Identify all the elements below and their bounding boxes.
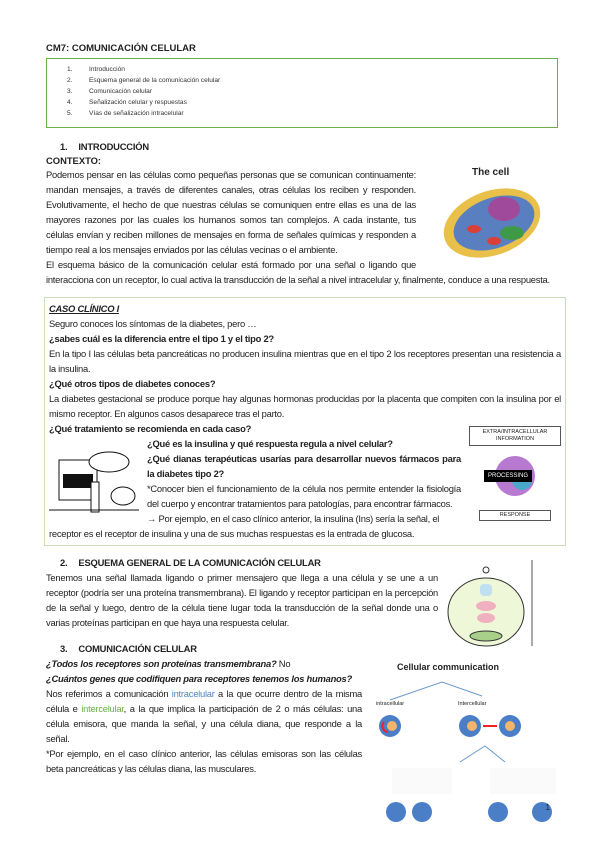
cell-figure <box>422 167 558 263</box>
figure-label-intercellular: Intercellular <box>458 701 487 707</box>
intercellular-term: intercelular <box>81 703 124 714</box>
section-3-question-1: ¿Todos los receptores son proteínas transmembrana? No <box>46 658 291 669</box>
intro-paragraph-2b: interacciona con un receptor, lo cual activa la transducción de la señal a nivel intracelular y, finalmente, conduce a una respuesta. <box>46 274 550 285</box>
table-of-contents <box>46 58 558 128</box>
cartoon-illustration <box>49 450 141 522</box>
section-heading-3: 3. COMUNICACIÓN CELULAR <box>60 643 197 654</box>
clinical-case-box <box>44 297 566 546</box>
section-heading-2: 2. ESQUEMA GENERAL DE LA COMUNICACIÓN CELULAR <box>60 557 321 568</box>
section-2-paragraph: Tenemos una señal llamada ligando o primer mensajero que llega a una célula y se une a un receptor (podría ser una proteína transmembrana). El ligando y receptor participan en la percepción de la señal y luego, dentro de la célula tiene lugar toda la transducción de la señal donde una o varias proteínas participan en que haya una respuesta celular. <box>46 572 438 628</box>
document-title: CM7: COMUNICACIÓN CELULAR <box>46 43 196 54</box>
diagram-response-label: RESPONSE <box>479 510 551 521</box>
communication-diagram <box>370 674 558 822</box>
toc-item: 3. Comunicación celular <box>67 88 153 95</box>
case-question: ¿Qué tratamiento se recomienda en cada caso? <box>49 423 252 434</box>
case-answer: La diabetes gestacional se produce porque hay algunas hormonas producidas por la placenta que compiten con la insulina por el mismo receptor. En algunos casos desaparece tras el parto. <box>49 393 561 419</box>
case-answer: En la tipo I las células beta pancreáticas no producen insulina mientras que en el tipo 2 los receptores presentan una resistencia a la insulina. <box>49 348 561 374</box>
case-example: → Por ejemplo, en el caso clínico anterior, la insulina (Ins) sería la señal, el receptor es el receptor de insulina y una de sus muchas respuestas es la entrada de glucosa. <box>49 513 440 539</box>
toc-item: 1. Introducción <box>67 66 125 73</box>
cell-illustration <box>422 181 558 261</box>
case-question: ¿Qué es la insulina y qué respuesta regula a nivel celular? <box>147 438 393 449</box>
page-number: 1 <box>545 803 550 812</box>
section-3-question-2: ¿Cuántos genes que codifiquen para receptores tenemos los humanos? <box>46 673 352 684</box>
cell-figure-title: The cell <box>472 167 510 178</box>
case-intro: Seguro conoces los síntomas de la diabetes, pero … <box>49 318 257 329</box>
case-title: CASO CLÍNICO I <box>49 303 119 314</box>
context-label: CONTEXTO: <box>46 155 102 166</box>
intracellular-term: intracelular <box>171 688 215 699</box>
case-question: ¿Qué otros tipos de diabetes conoces? <box>49 378 216 389</box>
section-3-paragraph: Nos referimos a comunicación intracelular a la que ocurre dentro de la misma célula e intercelular, a la que implica la participación de 2 o más células: una célula emisora, que manda la señal, y una célula diana, que responde a la señal. <box>46 688 362 744</box>
diagram-processing-label: PROCESSING <box>484 470 532 482</box>
case-question: ¿sabes cuál es la diferencia entre el tipo 1 y el tipo 2? <box>49 333 274 344</box>
processing-diagram <box>469 426 561 526</box>
toc-item: 2. Esquema general de la comunicación celular <box>67 77 221 84</box>
case-question: ¿Qué dianas terapéuticas usarías para desarrollar nuevos fármacos para la diabetes tipo 2? <box>147 453 461 479</box>
diagram-input-label: EXTRA/INTRACELLULAR INFORMATION <box>469 426 561 446</box>
section-heading-1: 1. INTRODUCCIÓN <box>60 141 149 152</box>
toc-item: 4. Señalización celular y respuestas <box>67 99 187 106</box>
signal-scheme-illustration <box>444 554 558 652</box>
document-page <box>46 42 561 822</box>
intro-paragraph: Podemos pensar en las células como pequeñas personas que se comunican continuamente: mandan mensajes, a través de diferentes canales, otras células los reciben y responden. Evolutivamente, el hecho de que nuestras células se comuniquen entre ellas es una de las mayores razones por las cuales los humanos somos tan complejos. A cada instante, tus células envían y reciben millones de mensajes en forma de señales químicas y responden a tiempo real a los mensajes enviados por las células vecinas o el ambiente. <box>46 169 416 255</box>
intro-paragraph-2a: El esquema básico de la comunicación celular está formado por una señal o ligando que <box>46 259 416 270</box>
figure-label-intracellular: intracellular <box>376 701 405 707</box>
case-answer: *Conocer bien el funcionamiento de la célula nos permite entender la fisiología del cuerpo y encontrar tratamientos para patologías, para encontrar fármacos. <box>147 483 461 509</box>
signal-scheme-figure <box>444 554 558 652</box>
toc-item: 5. Vías de señalización intracelular <box>67 110 184 117</box>
section-3-example: *Por ejemplo, en el caso clínico anterior, las células emisoras son las células beta pancreáticas y las células diana, las musculares. <box>46 748 362 774</box>
figure-title: Cellular communication <box>397 662 500 672</box>
cellular-communication-figure <box>370 662 558 822</box>
